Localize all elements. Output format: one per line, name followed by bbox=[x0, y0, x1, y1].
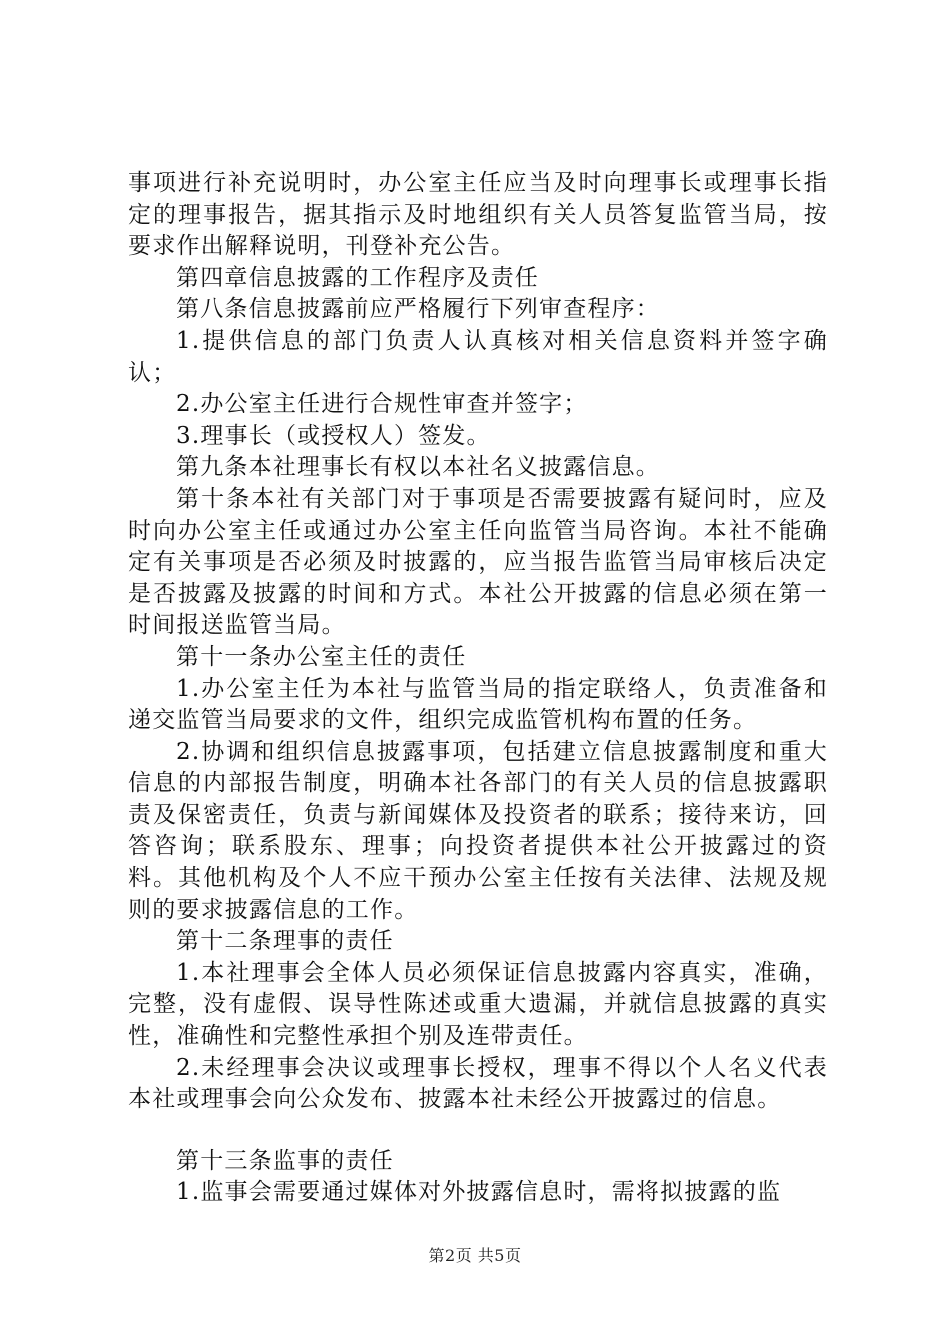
article-8-item-3: 3.理事长（或授权人）签发。 bbox=[176, 422, 491, 449]
article-9: 第九条本社理事长有权以本社名义披露信息。 bbox=[176, 454, 660, 481]
article-10: 第十条本社有关部门对于事项是否需要披露有疑问时，应及时向办公室主任或通过办公室主任向监管当局咨询。本社不能确定有关事项是否必须及时披露的，应当报告监管当局审核后决定是否披露及披露的时间和方式。本社公开披露的信息必须在第一时间报送监管当局。 bbox=[128, 485, 828, 639]
chapter-heading: 第四章信息披露的工作程序及责任 bbox=[176, 264, 539, 291]
article-12-item-1: 1.本社理事会全体人员必须保证信息披露内容真实，准确，完整，没有虚假、误导性陈述或重大遗漏，并就信息披露的真实性，准确性和完整性承担个别及连带责任。 bbox=[128, 959, 828, 1050]
article-11: 第十一条办公室主任的责任 bbox=[176, 643, 467, 670]
article-11-item-1: 1.办公室主任为本社与监管当局的指定联络人，负责准备和递交监管当局要求的文件，组织完成监管机构布置的任务。 bbox=[128, 675, 828, 734]
article-13: 第十三条监事的责任 bbox=[176, 1147, 394, 1174]
paragraph-continuation: 事项进行补充说明时，办公室主任应当及时向理事长或理事长指定的理事报告，据其指示及时地组织有关人员答复监管当局，按要求作出解释说明，刊登补充公告。 bbox=[128, 170, 828, 260]
page-number-footer: 第2页 共5页 bbox=[428, 1246, 522, 1265]
document-body bbox=[128, 168, 828, 1209]
article-8-item-2: 2.办公室主任进行合规性审查并签字； bbox=[176, 391, 588, 418]
article-8: 第八条信息披露前应严格履行下列审查程序： bbox=[176, 296, 660, 323]
article-8-item-1: 1.提供信息的部门负责人认真核对相关信息资料并签字确认； bbox=[128, 327, 828, 386]
article-12-item-2: 2.未经理事会决议或理事长授权，理事不得以个人名义代表本社或理事会向公众发布、披露本社未经公开披露过的信息。 bbox=[128, 1054, 828, 1113]
article-11-item-2: 2.协调和组织信息披露事项，包括建立信息披露制度和重大信息的内部报告制度，明确本社各部门的有关人员的信息披露职责及保密责任，负责与新闻媒体及投资者的联系；接待来访，回答咨询；联系股东、理事；向投资者提供本社公开披露过的资料。其他机构及个人不应干预办公室主任按有关法律、法规及规则的要求披露信息的工作。 bbox=[128, 738, 828, 923]
article-12: 第十二条理事的责任 bbox=[176, 928, 394, 955]
article-13-item-1: 1.监事会需要通过媒体对外披露信息时，需将拟披露的监 bbox=[176, 1179, 782, 1206]
